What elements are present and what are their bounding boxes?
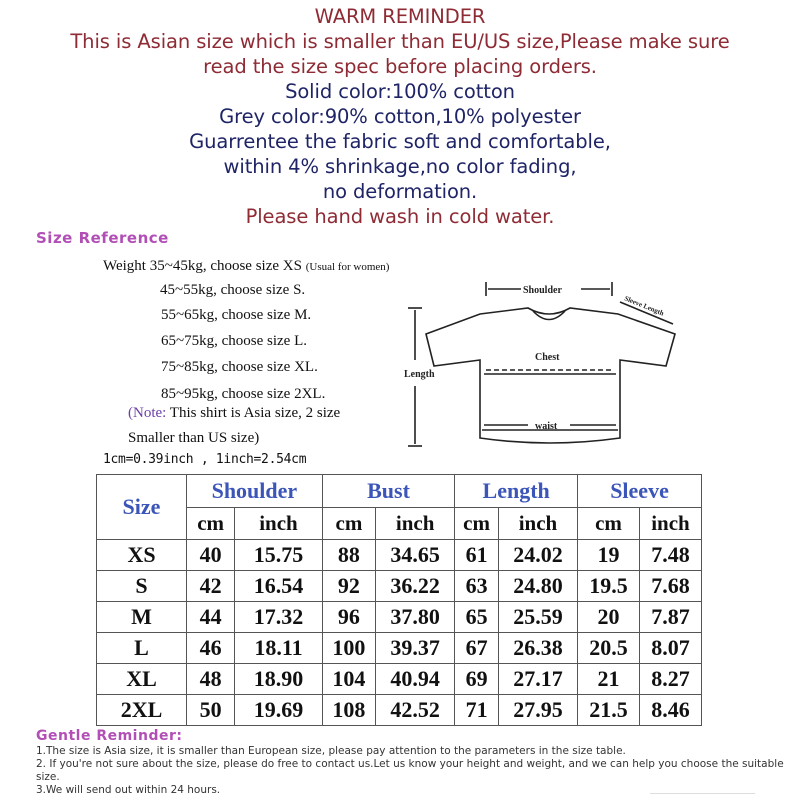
value-cell: 36.22 bbox=[376, 571, 455, 602]
value-cell: 34.65 bbox=[376, 540, 455, 571]
svg-text:waist: waist bbox=[535, 421, 558, 432]
value-cell: 7.68 bbox=[639, 571, 701, 602]
svg-text:Shoulder: Shoulder bbox=[523, 285, 562, 296]
value-cell: 19.5 bbox=[578, 571, 640, 602]
weight-line: 85~95kg, choose size 2XL. bbox=[161, 386, 326, 402]
value-cell: 40.94 bbox=[376, 664, 455, 695]
reminder-line: This is Asian size which is smaller than EU/US size,Please make sure bbox=[70, 30, 730, 53]
value-cell: 44 bbox=[187, 602, 235, 633]
reminder-line: within 4% shrinkage,no color fading, bbox=[223, 155, 577, 178]
value-cell: 96 bbox=[322, 602, 375, 633]
weight-line: 65~75kg, choose size L. bbox=[161, 333, 308, 349]
reminder-line: Solid color:100% cotton bbox=[285, 80, 515, 103]
value-cell: 26.38 bbox=[498, 633, 577, 664]
reminder-line: Guarrentee the fabric soft and comfortable, bbox=[189, 130, 611, 153]
svg-text:Sleeve Length: Sleeve Length bbox=[623, 294, 666, 318]
warm-reminder-title: WARM REMINDER bbox=[314, 5, 486, 28]
weight-line: 55~65kg, choose size M. bbox=[161, 307, 312, 323]
value-cell: 88 bbox=[322, 540, 375, 571]
size-reference-title: Size Reference bbox=[36, 229, 169, 247]
value-cell: 7.87 bbox=[639, 602, 701, 633]
value-cell: 39.37 bbox=[376, 633, 455, 664]
unit-header: inch bbox=[235, 508, 323, 540]
weight-line: 45~55kg, choose size S. bbox=[160, 282, 306, 298]
warm-reminder bbox=[0, 4, 800, 229]
value-cell: 40 bbox=[187, 540, 235, 571]
value-cell: 48 bbox=[187, 664, 235, 695]
reminder-line: no deformation. bbox=[322, 180, 478, 203]
value-cell: 21 bbox=[578, 664, 640, 695]
reminder-line: Grey color:90% cotton,10% polyester bbox=[219, 105, 581, 128]
reminder-item: 1.The size is Asia size, it is smaller than European size, please pay attention to the parameters in the size table. bbox=[36, 745, 626, 757]
value-cell: 69 bbox=[455, 664, 499, 695]
tshirt-measurement-diagram bbox=[398, 278, 688, 458]
reminder-line: Please hand wash in cold water. bbox=[245, 205, 555, 228]
value-cell: 20 bbox=[578, 602, 640, 633]
table-row bbox=[97, 602, 702, 633]
value-cell: 18.90 bbox=[235, 664, 323, 695]
table-row bbox=[97, 540, 702, 571]
value-cell: 61 bbox=[455, 540, 499, 571]
reminder-line: read the size spec before placing orders. bbox=[203, 55, 597, 78]
sleeve-header: Sleeve bbox=[578, 475, 702, 508]
table-header-row bbox=[97, 475, 702, 508]
value-cell: 25.59 bbox=[498, 602, 577, 633]
size-cell: 2XL bbox=[97, 695, 187, 726]
value-cell: 100 bbox=[322, 633, 375, 664]
value-cell: 8.27 bbox=[639, 664, 701, 695]
value-cell: 92 bbox=[322, 571, 375, 602]
weight-line: Weight 35~45kg, choose size XS (Usual for women) bbox=[103, 258, 390, 274]
value-cell: 8.46 bbox=[639, 695, 701, 726]
tshirt-icon bbox=[398, 278, 688, 458]
table-row bbox=[97, 571, 702, 602]
unit-conversion: 1cm=0.39inch , 1inch=2.54cm bbox=[103, 452, 307, 467]
value-cell: 8.07 bbox=[639, 633, 701, 664]
size-note: (Note: This shirt is Asia size, 2 size bbox=[128, 405, 341, 421]
weight-note: (Usual for women) bbox=[305, 261, 390, 273]
size-note-cont: Smaller than US size) bbox=[128, 430, 260, 446]
value-cell: 7.48 bbox=[639, 540, 701, 571]
value-cell: 20.5 bbox=[578, 633, 640, 664]
table-row bbox=[97, 695, 702, 726]
value-cell: 50 bbox=[187, 695, 235, 726]
value-cell: 37.80 bbox=[376, 602, 455, 633]
unit-header: inch bbox=[376, 508, 455, 540]
value-cell: 27.17 bbox=[498, 664, 577, 695]
reminder-item: 3.We will send out within 24 hours. bbox=[36, 784, 221, 796]
value-cell: 46 bbox=[187, 633, 235, 664]
size-column-header: Size bbox=[97, 475, 187, 540]
value-cell: 67 bbox=[455, 633, 499, 664]
value-cell: 27.95 bbox=[498, 695, 577, 726]
unit-header: inch bbox=[639, 508, 701, 540]
length-header: Length bbox=[455, 475, 578, 508]
value-cell: 15.75 bbox=[235, 540, 323, 571]
reminder-item: 2. If you're not sure about the size, please do free to contact us.Let us know your height and weight, and we can help you choose the suitable size. bbox=[36, 758, 784, 783]
svg-text:Length: Length bbox=[404, 369, 435, 380]
value-cell: 17.32 bbox=[235, 602, 323, 633]
unit-header: cm bbox=[187, 508, 235, 540]
gentle-reminder-title: Gentle Reminder: bbox=[36, 728, 183, 744]
value-cell: 18.11 bbox=[235, 633, 323, 664]
unit-header: cm bbox=[455, 508, 499, 540]
bust-header: Bust bbox=[322, 475, 454, 508]
value-cell: 71 bbox=[455, 695, 499, 726]
value-cell: 63 bbox=[455, 571, 499, 602]
value-cell: 16.54 bbox=[235, 571, 323, 602]
value-cell: 42 bbox=[187, 571, 235, 602]
size-cell: XS bbox=[97, 540, 187, 571]
value-cell: 19 bbox=[578, 540, 640, 571]
value-cell: 104 bbox=[322, 664, 375, 695]
size-cell: L bbox=[97, 633, 187, 664]
weight-line: 75~85kg, choose size XL. bbox=[161, 359, 318, 375]
value-cell: 108 bbox=[322, 695, 375, 726]
svg-text:Chest: Chest bbox=[535, 352, 560, 363]
gentle-reminder-list bbox=[36, 745, 796, 797]
value-cell: 19.69 bbox=[235, 695, 323, 726]
value-cell: 24.80 bbox=[498, 571, 577, 602]
value-cell: 42.52 bbox=[376, 695, 455, 726]
size-cell: S bbox=[97, 571, 187, 602]
value-cell: 21.5 bbox=[578, 695, 640, 726]
size-cell: M bbox=[97, 602, 187, 633]
table-row bbox=[97, 664, 702, 695]
unit-header: cm bbox=[322, 508, 375, 540]
unit-header: cm bbox=[578, 508, 640, 540]
value-cell: 24.02 bbox=[498, 540, 577, 571]
size-chart-table bbox=[96, 474, 702, 726]
value-cell: 65 bbox=[455, 602, 499, 633]
table-row bbox=[97, 633, 702, 664]
shoulder-header: Shoulder bbox=[187, 475, 323, 508]
divider bbox=[650, 793, 755, 794]
table-unit-row bbox=[97, 508, 702, 540]
unit-header: inch bbox=[498, 508, 577, 540]
size-cell: XL bbox=[97, 664, 187, 695]
